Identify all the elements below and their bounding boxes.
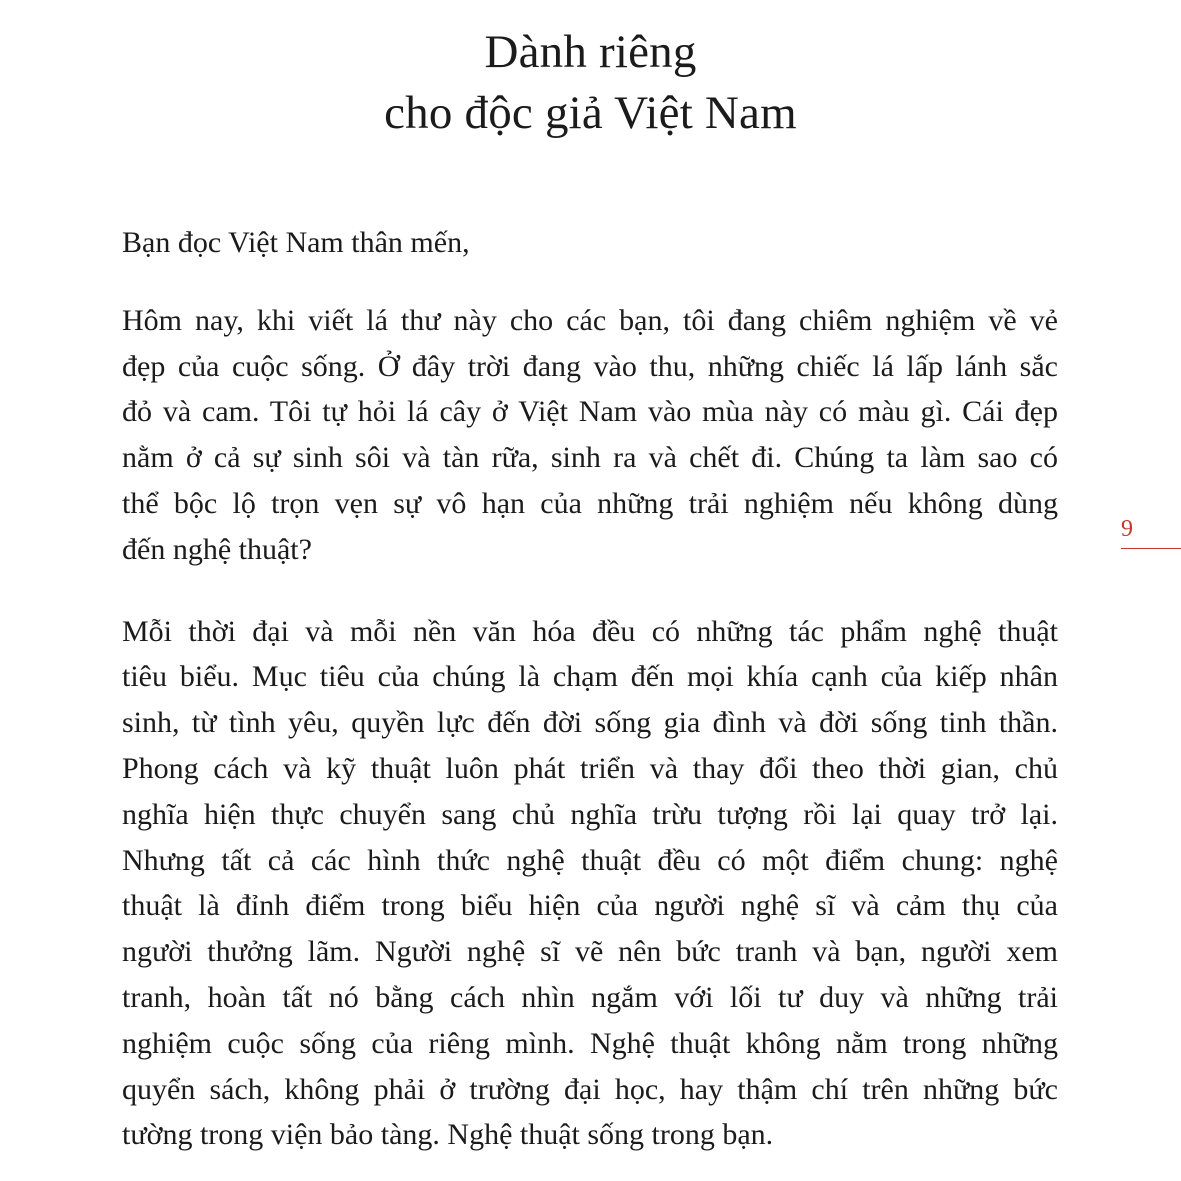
text-line: Hôm nay, khi viết lá thư này cho các bạn, tôi đang chiêm nghiệm về vẻ [122, 303, 1058, 337]
title-line-2: cho độc giả Việt Nam [384, 87, 797, 139]
page-number [1121, 514, 1181, 544]
text-line: người thưởng lãm. Người nghệ sĩ vẽ nên bức tranh và bạn, người xem [122, 935, 1058, 969]
title-line-1: Dành riêng [484, 26, 697, 78]
paragraph-1 [122, 298, 1058, 573]
text-line: thuật là đỉnh điểm trong biểu hiện của người nghệ sĩ và cảm thụ của [122, 889, 1058, 923]
text-line: đỏ và cam. Tôi tự hỏi lá cây ở Việt Nam vào mùa này có màu gì. Cái đẹp [122, 395, 1058, 429]
page-number-rule [1121, 548, 1181, 549]
page-number-value: 9 [1121, 516, 1133, 542]
page-title [0, 22, 1181, 144]
text-line: nằm ở cả sự sinh sôi và tàn rữa, sinh ra và chết đi. Chúng ta làm sao có [122, 441, 1058, 475]
text-line: Phong cách và kỹ thuật luôn phát triển và thay đổi theo thời gian, chủ [122, 751, 1058, 785]
greeting: Bạn đọc Việt Nam thân mến, [122, 226, 470, 259]
text-line: tranh, hoàn tất nó bằng cách nhìn ngắm với lối tư duy và những trải [122, 980, 1058, 1014]
text-line: sinh, từ tình yêu, quyền lực đến đời sống gia đình và đời sống tinh thần. [122, 706, 1058, 740]
text-line: nghĩa hiện thực chuyển sang chủ nghĩa trừu tượng rồi lại quay trở lại. [122, 797, 1058, 831]
text-line: đẹp của cuộc sống. Ở đây trời đang vào thu, những chiếc lá lấp lánh sắc [122, 349, 1058, 383]
text-line: tiêu biểu. Mục tiêu của chúng là chạm đến mọi khía cạnh của kiếp nhân [122, 660, 1058, 694]
text-line: nghiệm cuộc sống của riêng mình. Nghệ thuật không nằm trong những [122, 1026, 1058, 1060]
text-line: Mỗi thời đại và mỗi nền văn hóa đều có những tác phẩm nghệ thuật [122, 614, 1058, 648]
text-line: thể bộc lộ trọn vẹn sự vô hạn của những trải nghiệm nếu không dùng [122, 486, 1058, 520]
letter-body [122, 220, 1058, 1158]
paragraph-2 [122, 609, 1058, 1159]
text-line: Nhưng tất cả các hình thức nghệ thuật đều có một điểm chung: nghệ [122, 843, 1058, 877]
text-line: quyển sách, không phải ở trường đại học, hay thậm chí trên những bức [122, 1072, 1058, 1106]
text-line: đến nghệ thuật? [122, 532, 312, 566]
text-line: tường trong viện bảo tàng. Nghệ thuật sống trong bạn. [122, 1118, 774, 1152]
